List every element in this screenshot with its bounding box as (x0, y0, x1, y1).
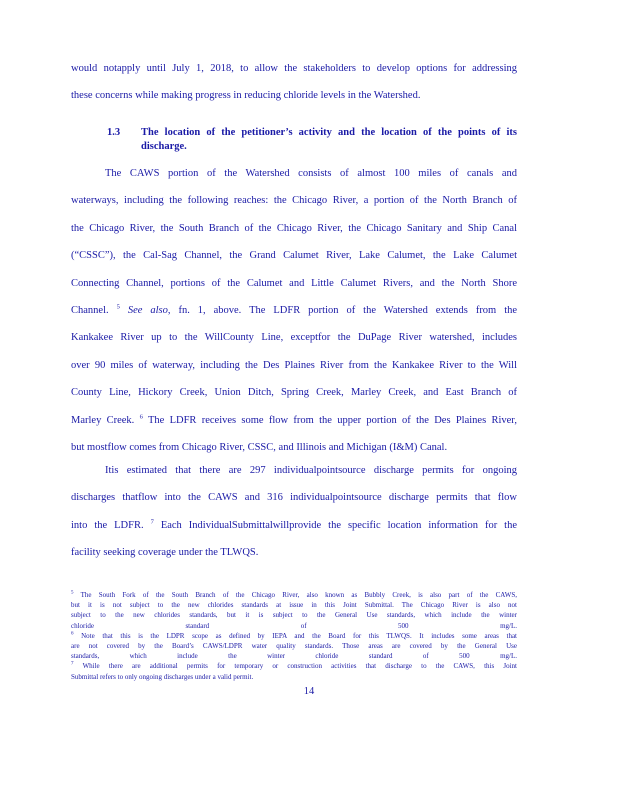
text-line: over 90 miles of waterway, including the Des Plaines River from the Kankakee River to the Will (71, 359, 517, 371)
footnote-line: $^7$ While there are additional permits for temporary or construction activities that discharge to the CAWS, this Joint (71, 661, 517, 671)
text-line: would notapply until July 1, 2018, to allow the stakeholders to develop options for addressing (71, 63, 517, 74)
section-number: 1.3 (107, 127, 121, 138)
text-line: discharges thatflow into the CAWS and 316 individualpointsource discharge permits that flow (71, 492, 517, 504)
footnote-line: subject to the new chlorides standards, but it is subject to the General Use standards, which include the winter (71, 611, 517, 620)
footnote-line: Submittal refers to only ongoing discharges under a valid permit. (71, 672, 254, 681)
text-line: Itis estimated that there are 297 individualpointsource discharge permits for ongoing (105, 465, 517, 476)
footnote-line: $^5$ The South Fork of the South Branch of the Chicago River, also known as Bubbly Creek, is also part of the CAWS, (71, 590, 517, 599)
text-line: into the LDFR. $^7$ Each IndividualSubmittalwillprovide the specific location information for the (71, 518, 517, 531)
text-line: these concerns while making progress in reducing chloride levels in the Watershed. (71, 90, 421, 102)
section-title: The location of the petitioner’s activity and the location of the points of its discharge. (141, 127, 517, 152)
footnote-marker: 7 (71, 661, 74, 667)
footnote-line: chloride standard of 500 mg/L. (71, 621, 517, 630)
text-line: Kankakee River up to the WillCounty Line, exceptfor the DuPage River watershed, includes (71, 332, 517, 344)
text-line: (“CSSC”), the Cal-Sag Channel, the Grand Calumet River, Lake Calumet, the Lake Calumet (71, 250, 517, 262)
footnote-line: but it is not subject to the new chlorides standards at issue in this Joint Submittal. The Chicago River is also not (71, 601, 517, 610)
footnote-reference: 7 (150, 518, 154, 526)
paragraph-2 (71, 457, 517, 567)
text-line: The CAWS portion of the Watershed consists of almost 100 miles of canals and (105, 168, 517, 179)
text-line: Connecting Channel, portions of the Calumet and Little Calumet Rivers, and the North Shore (71, 277, 517, 289)
text-line: Channel. $^5$ See also, fn. 1, above. The LDFR portion of the Watershed extends from the (71, 303, 517, 316)
text-line: County Line, Hickory Creek, Union Ditch, Spring Creek, Marley Creek, and East Branch of (71, 387, 517, 399)
text-line: Marley Creek. $^6$ The LDFR receives some flow from the upper portion of the Des Plaines River, (71, 413, 517, 426)
footnote-marker: 5 (71, 590, 74, 596)
footnote-reference: 5 (116, 303, 120, 311)
text-line: facility seeking coverage under the TLWQS. (71, 547, 259, 559)
footnotes (71, 590, 517, 682)
paragraph-1 (71, 160, 517, 461)
text-line: the Chicago River, the South Branch of the Chicago River, the Chicago Sanitary and Ship Canal (71, 222, 517, 234)
footnote-line: are not covered by the Board’s CAWS/LDPR water quality standards. Those areas are covered by the General Use (71, 641, 517, 650)
footnote-marker: 6 (71, 631, 74, 637)
text-line: waterways, including the following reaches: the Chicago River, a portion of the North Branch of (71, 195, 517, 207)
text-line: but mostflow comes from Chicago River, CSSC, and Illinois and Michigan (I&M) Canal. (71, 441, 448, 453)
top-paragraph (71, 55, 517, 110)
page-number: 14 (303, 686, 315, 697)
footnote-line: $^6$ Note that this is the LDPR scope as defined by IEPA and the Board for this TLWQS. It includes some areas that (71, 631, 517, 640)
footnote-line: standards, which include the winter chloride standard of 500 mg/L. (71, 652, 517, 661)
footnote-reference: 6 (139, 413, 143, 421)
